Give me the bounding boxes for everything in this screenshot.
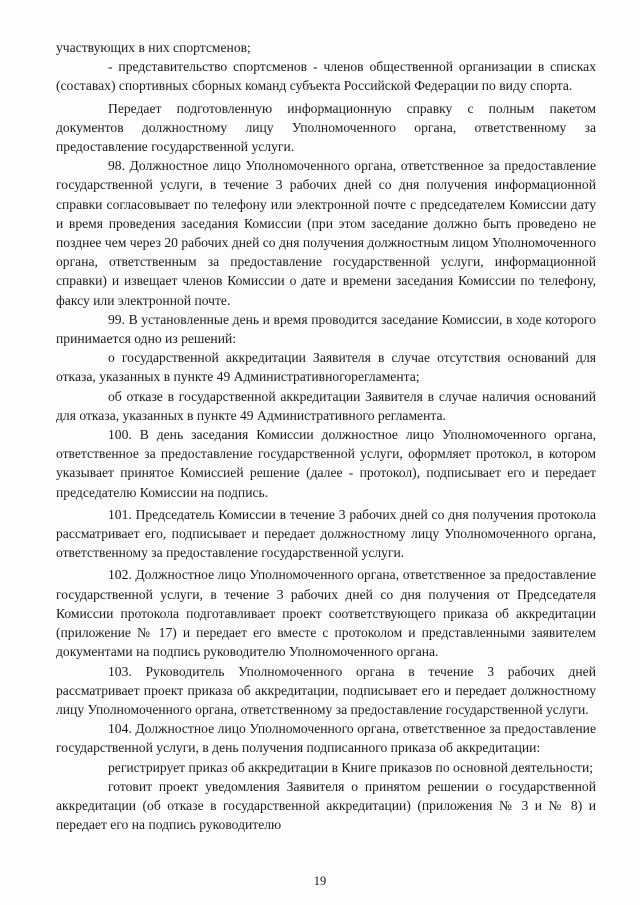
paragraph-7: об отказе в государственной аккредитации Заявителя в случае наличия оснований для отказа, указанных в пункте 49 Административного регламента. [56,388,596,423]
body-text [56,38,596,834]
paragraph-11: 103. Руководитель Уполномоченного органа в течение 3 рабочих дней рассматривает проект приказа об аккредитации, подписывает его и передает должностному лицу Уполномоченного органа, ответственному за предоставление государственной услуги. [56,663,596,717]
paragraph-8: 100. В день заседания Комиссии должностное лицо Уполномоченного органа, ответственное за предоставление государственной услуги, оформляет протокол, в котором указывает принятое Комиссией решение (далее - протокол), подписывает его и передает председателю Комиссии на подпись. [56,427,596,500]
paragraph-9: 101. Председатель Комиссии в течение 3 рабочих дней со дня получения протокола рассматривает его, подписывает и передает должностному лицу Уполномоченного органа, ответственному за предоставление государственной услуги. [56,506,596,561]
paragraph-4: 98. Должностное лицо Уполномоченного органа, ответственное за предоставление государственной услуги, в течение 3 рабочих дней со дня получения информационной справки согласовывает по телефону или электронной почте с председателем Комиссии дату и время проведения заседания Комиссии (при этом заседание должно быть проведено не позднее чем через 20 рабочих дней со дня получения должностным лицом Уполномоченного органа, ответственным за предоставление государственной услуги, информационной справки) и извещает членов Комиссии о дате и времени заседания Комиссии по телефону, факсу или электронной почте. [56,158,596,308]
paragraph-3: Передает подготовленную информационную справку с полным пакетом документов должностному лицу Уполномоченного органа, ответственному за предоставление государственной услуги. [56,100,596,155]
paragraph-12: 104. Должностное лицо Уполномоченного органа, ответственное за предоставление государственной услуги, в день получения подписанного приказа об аккредитации: [56,721,596,756]
paragraph-6: о государственной аккредитации Заявителя в случае отсутствия оснований для отказа, указанных в пункте 49 Административногорегламента; [56,350,596,385]
paragraph-10: 102. Должностное лицо Уполномоченного органа, ответственное за предоставление государственной услуги, в течение 3 рабочих дней со дня получения от Председателя Комиссии протокола подготавливает проект соответствующего приказа об аккредитации (приложение № 17) и передает его вместе с протоколом и представленными заявителем документами на подпись руководителю Уполномоченного органа. [56,567,596,660]
paragraph-13: регистрирует приказ об аккредитации в Книге приказов по основной деятельности; [108,759,594,775]
page-number: 19 [313,874,327,888]
paragraph-5: 99. В установленные день и время проводится заседание Комиссии, в ходе которого принимается одно из решений: [56,311,596,347]
paragraph-2: - представительство спортсменов - членов общественной организации в списках (составах) спортивных сборных команд субъекта Российской Федерации по виду спорта. [56,59,596,94]
paragraph-14: готовит проект уведомления Заявителя о принятом решении о государственной аккредитации (об отказе в государственной аккредитации) (приложения № 3 и № 8) и передает его на подпись руководителю [56,778,596,833]
paragraph-1: участвующих в них спортсменов; [56,40,251,55]
